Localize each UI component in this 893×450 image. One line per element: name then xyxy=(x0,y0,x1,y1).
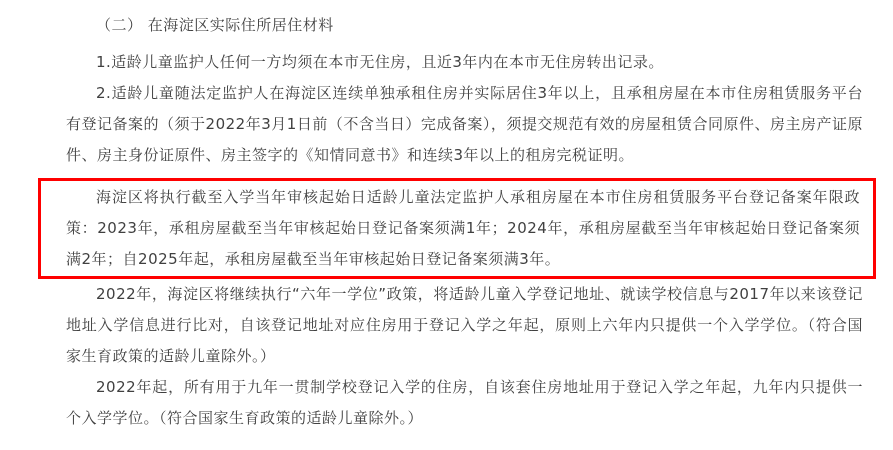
section-heading: （二） 在海淀区实际住所居住材料 xyxy=(96,16,334,34)
paragraph-nine-year-school-policy: 2022年起，所有用于九年一贯制学校登记入学的住房，自该套住房地址用于登记入学之年起，九年内只提供一个入学学位。（符合国家生育政策的适龄儿童除外。） xyxy=(66,378,863,427)
paragraph-rental-registration-requirement: 2.适龄儿童随法定监护人在海淀区连续单独承租住房并实际居住3年以上，且承租房屋在本市住房租赁服务平台有登记备案的（须于2022年3月1日前（不含当日）完成备案），须提交规范有效的房屋租赁合同原件、房主房产证原件、房主身份证原件、房主签字的《知情同意书》和连续3年以上的租房完税证明。 xyxy=(66,84,863,164)
red-highlight-box xyxy=(38,178,876,279)
paragraph-six-year-one-seat-policy: 2022年，海淀区将继续执行“六年一学位”政策，将适龄儿童入学登记地址、就读学校信息与2017年以来该登记地址入学信息进行比对，自该登记地址对应住房用于登记入学之年起，原则上六年内只提供一个入学学位。（符合国家生育政策的适龄儿童除外。） xyxy=(66,285,863,365)
paragraph-no-housing-requirement: 1.适龄儿童监护人任何一方均须在本市无住房，且近3年内在本市无住房转出记录。 xyxy=(96,53,664,71)
paragraph-registration-year-policy-highlighted: 海淀区将执行截至入学当年审核起始日适龄儿童法定监护人承租房屋在本市住房租赁服务平台登记备案年限政策：2023年，承租房屋截至当年审核起始日登记备案须满1年；2024年，承租房屋截至当年审核起始日登记备案须满2年；自2025年起，承租房屋截至当年审核起始日登记备案须满3年。 xyxy=(66,188,860,268)
